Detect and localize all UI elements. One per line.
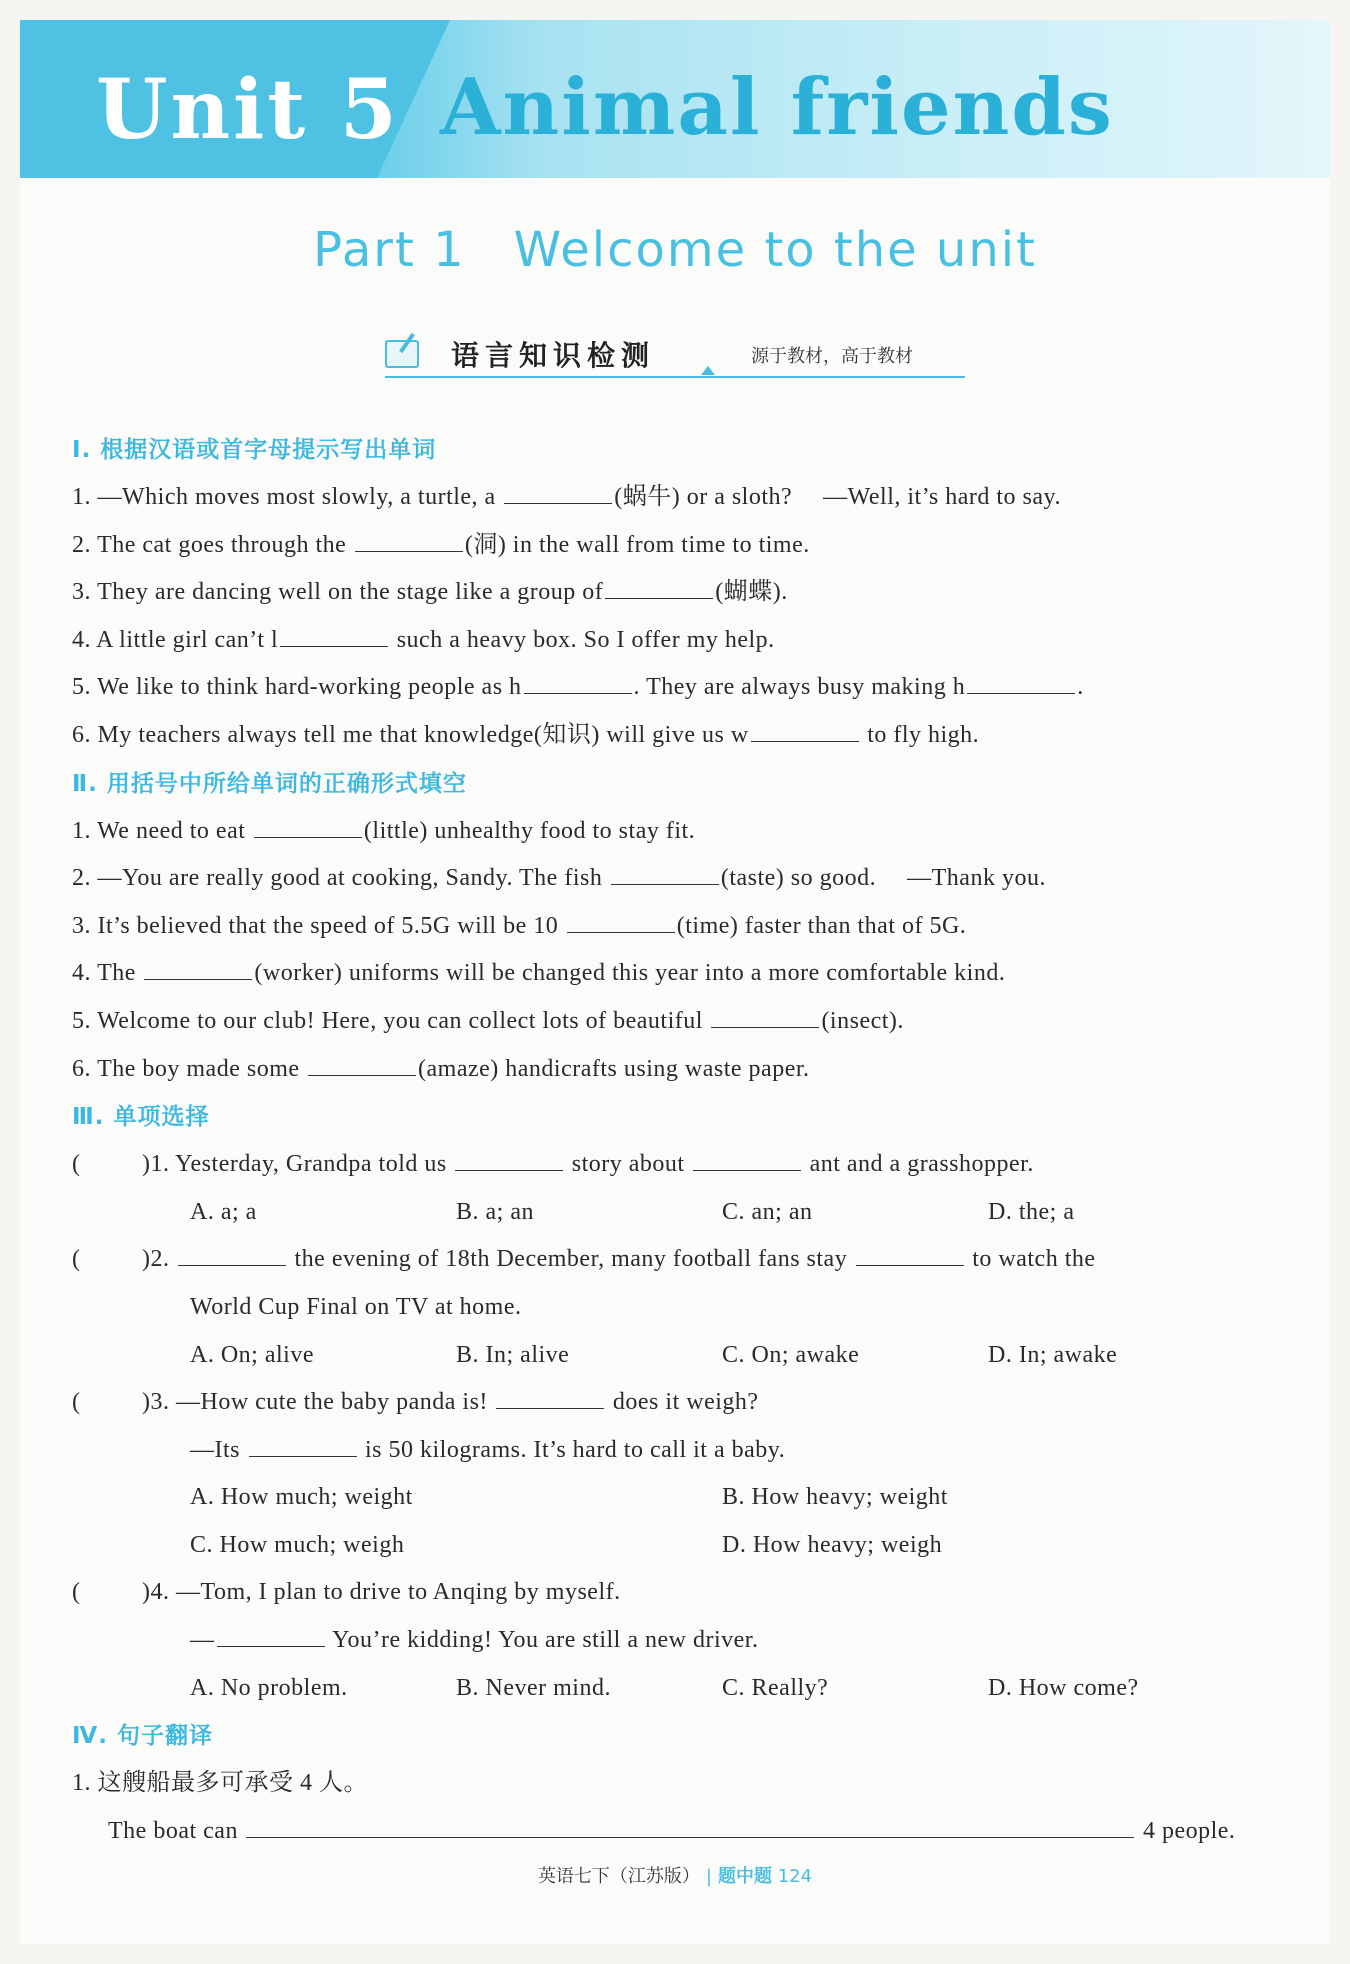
s2-question-2: 2. —You are really good at cooking, Sandy. The fish (taste) so good. —Thank you.: [72, 855, 1282, 903]
notebook-pencil-icon: [385, 340, 419, 368]
answer-blank[interactable]: [504, 481, 612, 504]
s1-question-1: 1. —Which moves most slowly, a turtle, a (蜗牛) or a sloth? —Well, it’s hard to say.: [72, 474, 1282, 522]
answer-blank[interactable]: [355, 529, 463, 552]
answer-blank[interactable]: [308, 1053, 416, 1076]
s2-question-3: 3. It’s believed that the speed of 5.5G will be 10 (time) faster than that of 5G.: [72, 903, 1282, 951]
option-c[interactable]: C. How much; weigh: [190, 1531, 405, 1558]
answer-blank[interactable]: [711, 1005, 819, 1028]
s3-q4-reply: — You’re kidding! You are still a new driver.: [72, 1617, 1282, 1665]
exercise-content: [72, 426, 1282, 1855]
s3-q1-options: [72, 1189, 1282, 1237]
answer-blank[interactable]: [249, 1434, 357, 1457]
s3-question-2: ( )2. the evening of 18th December, many football fans stay to watch the: [72, 1236, 1282, 1284]
section-1-title: Ⅰ. 根据汉语或首字母提示写出单词: [72, 437, 437, 463]
s2-question-6: 6. The boy made some (amaze) handicrafts using waste paper.: [72, 1046, 1282, 1094]
option-c[interactable]: C. On; awake: [722, 1341, 860, 1368]
footer-divider: |: [705, 1866, 712, 1887]
answer-paren[interactable]: (: [72, 1579, 81, 1606]
s1-question-2: 2. The cat goes through the (洞) in the wall from time to time.: [72, 522, 1282, 570]
answer-paren[interactable]: (: [72, 1151, 81, 1178]
section-header: [385, 330, 965, 378]
answer-blank[interactable]: [280, 624, 388, 647]
option-b[interactable]: B. How heavy; weight: [722, 1484, 948, 1511]
unit-label: Unit 5: [96, 62, 400, 158]
answer-blank[interactable]: [967, 671, 1075, 694]
translation-blank[interactable]: [246, 1815, 1134, 1838]
option-c[interactable]: C. Really?: [722, 1674, 829, 1701]
answer-blank[interactable]: [217, 1624, 325, 1647]
s3-question-4: ( )4. —Tom, I plan to drive to Anqing by myself.: [72, 1569, 1282, 1617]
unit-title: Animal friends: [440, 62, 1114, 153]
option-d[interactable]: D. How heavy; weigh: [722, 1531, 943, 1558]
page-footer: [0, 1862, 1350, 1888]
answer-blank[interactable]: [751, 719, 859, 742]
triangle-icon: [701, 366, 715, 375]
s1-question-6: 6. My teachers always tell me that knowledge(知识) will give us w to fly high.: [72, 712, 1282, 760]
option-c[interactable]: C. an; an: [722, 1198, 813, 1225]
s3-q3-reply: —Its is 50 kilograms. It’s hard to call it a baby.: [72, 1427, 1282, 1475]
s3-question-1: ( )1. Yesterday, Grandpa told us story about ant and a grasshopper.: [72, 1141, 1282, 1189]
s3-q4-options: [72, 1665, 1282, 1713]
s3-q2-continuation: World Cup Final on TV at home.: [190, 1293, 522, 1320]
section-4-title: Ⅳ. 句子翻译: [72, 1723, 214, 1750]
section-header-title: 语言知识检测: [451, 339, 656, 372]
answer-blank[interactable]: [567, 910, 675, 933]
answer-paren[interactable]: (: [72, 1246, 81, 1273]
option-b[interactable]: B. In; alive: [456, 1341, 570, 1368]
s4-question-1-chinese: 1. 这艘船最多可承受 4 人。: [72, 1770, 368, 1797]
answer-blank[interactable]: [693, 1148, 801, 1171]
option-d[interactable]: D. In; awake: [988, 1341, 1118, 1368]
answer-blank[interactable]: [605, 576, 713, 599]
answer-blank[interactable]: [144, 957, 252, 980]
part-title: [0, 222, 1350, 278]
page-number: 124: [777, 1866, 813, 1887]
answer-paren[interactable]: (: [72, 1389, 81, 1416]
answer-blank[interactable]: [254, 815, 362, 838]
option-d[interactable]: D. How come?: [988, 1674, 1139, 1701]
option-a[interactable]: A. How much; weight: [190, 1484, 413, 1511]
option-a[interactable]: A. a; a: [190, 1198, 257, 1225]
s2-question-4: 4. The (worker) uniforms will be changed this year into a more comfortable kind.: [72, 950, 1282, 998]
section-3-title: Ⅲ. 单项选择: [72, 1104, 210, 1131]
answer-blank[interactable]: [178, 1243, 286, 1266]
section-2-title: Ⅱ. 用括号中所给单词的正确形式填空: [72, 770, 467, 797]
option-a[interactable]: A. No problem.: [190, 1674, 348, 1701]
answer-blank[interactable]: [455, 1148, 563, 1171]
answer-blank[interactable]: [524, 671, 632, 694]
s1-question-5: 5. We like to think hard-working people as h . They are always busy making h .: [72, 664, 1282, 712]
section-header-subtitle: 源于教材，高于教材: [751, 346, 913, 367]
option-b[interactable]: B. Never mind.: [456, 1674, 611, 1701]
s2-question-1: 1. We need to eat (little) unhealthy food to stay fit.: [72, 808, 1282, 856]
s3-q2-options: [72, 1332, 1282, 1380]
brand-name: 题中题: [717, 1866, 772, 1887]
option-b[interactable]: B. a; an: [456, 1198, 534, 1225]
s4-question-1-english: The boat can 4 people.: [72, 1808, 1282, 1856]
option-d[interactable]: D. the; a: [988, 1198, 1075, 1225]
s1-question-4: 4. A little girl can’t l such a heavy box. So I offer my help.: [72, 617, 1282, 665]
option-a[interactable]: A. On; alive: [190, 1341, 314, 1368]
answer-blank[interactable]: [856, 1243, 964, 1266]
part-name: Welcome to the unit: [513, 222, 1037, 278]
s3-q3-options-row1: [72, 1474, 1282, 1522]
answer-blank[interactable]: [611, 862, 719, 885]
s1-question-3: 3. They are dancing well on the stage like a group of (蝴蝶).: [72, 569, 1282, 617]
s2-question-5: 5. Welcome to our club! Here, you can collect lots of beautiful (insect).: [72, 998, 1282, 1046]
s3-question-3: ( )3. —How cute the baby panda is! does it weigh?: [72, 1379, 1282, 1427]
s3-q3-options-row2: [72, 1522, 1282, 1570]
answer-blank[interactable]: [496, 1386, 604, 1409]
book-title: 英语七下（江苏版）: [537, 1866, 700, 1887]
part-label: Part 1: [313, 222, 466, 278]
